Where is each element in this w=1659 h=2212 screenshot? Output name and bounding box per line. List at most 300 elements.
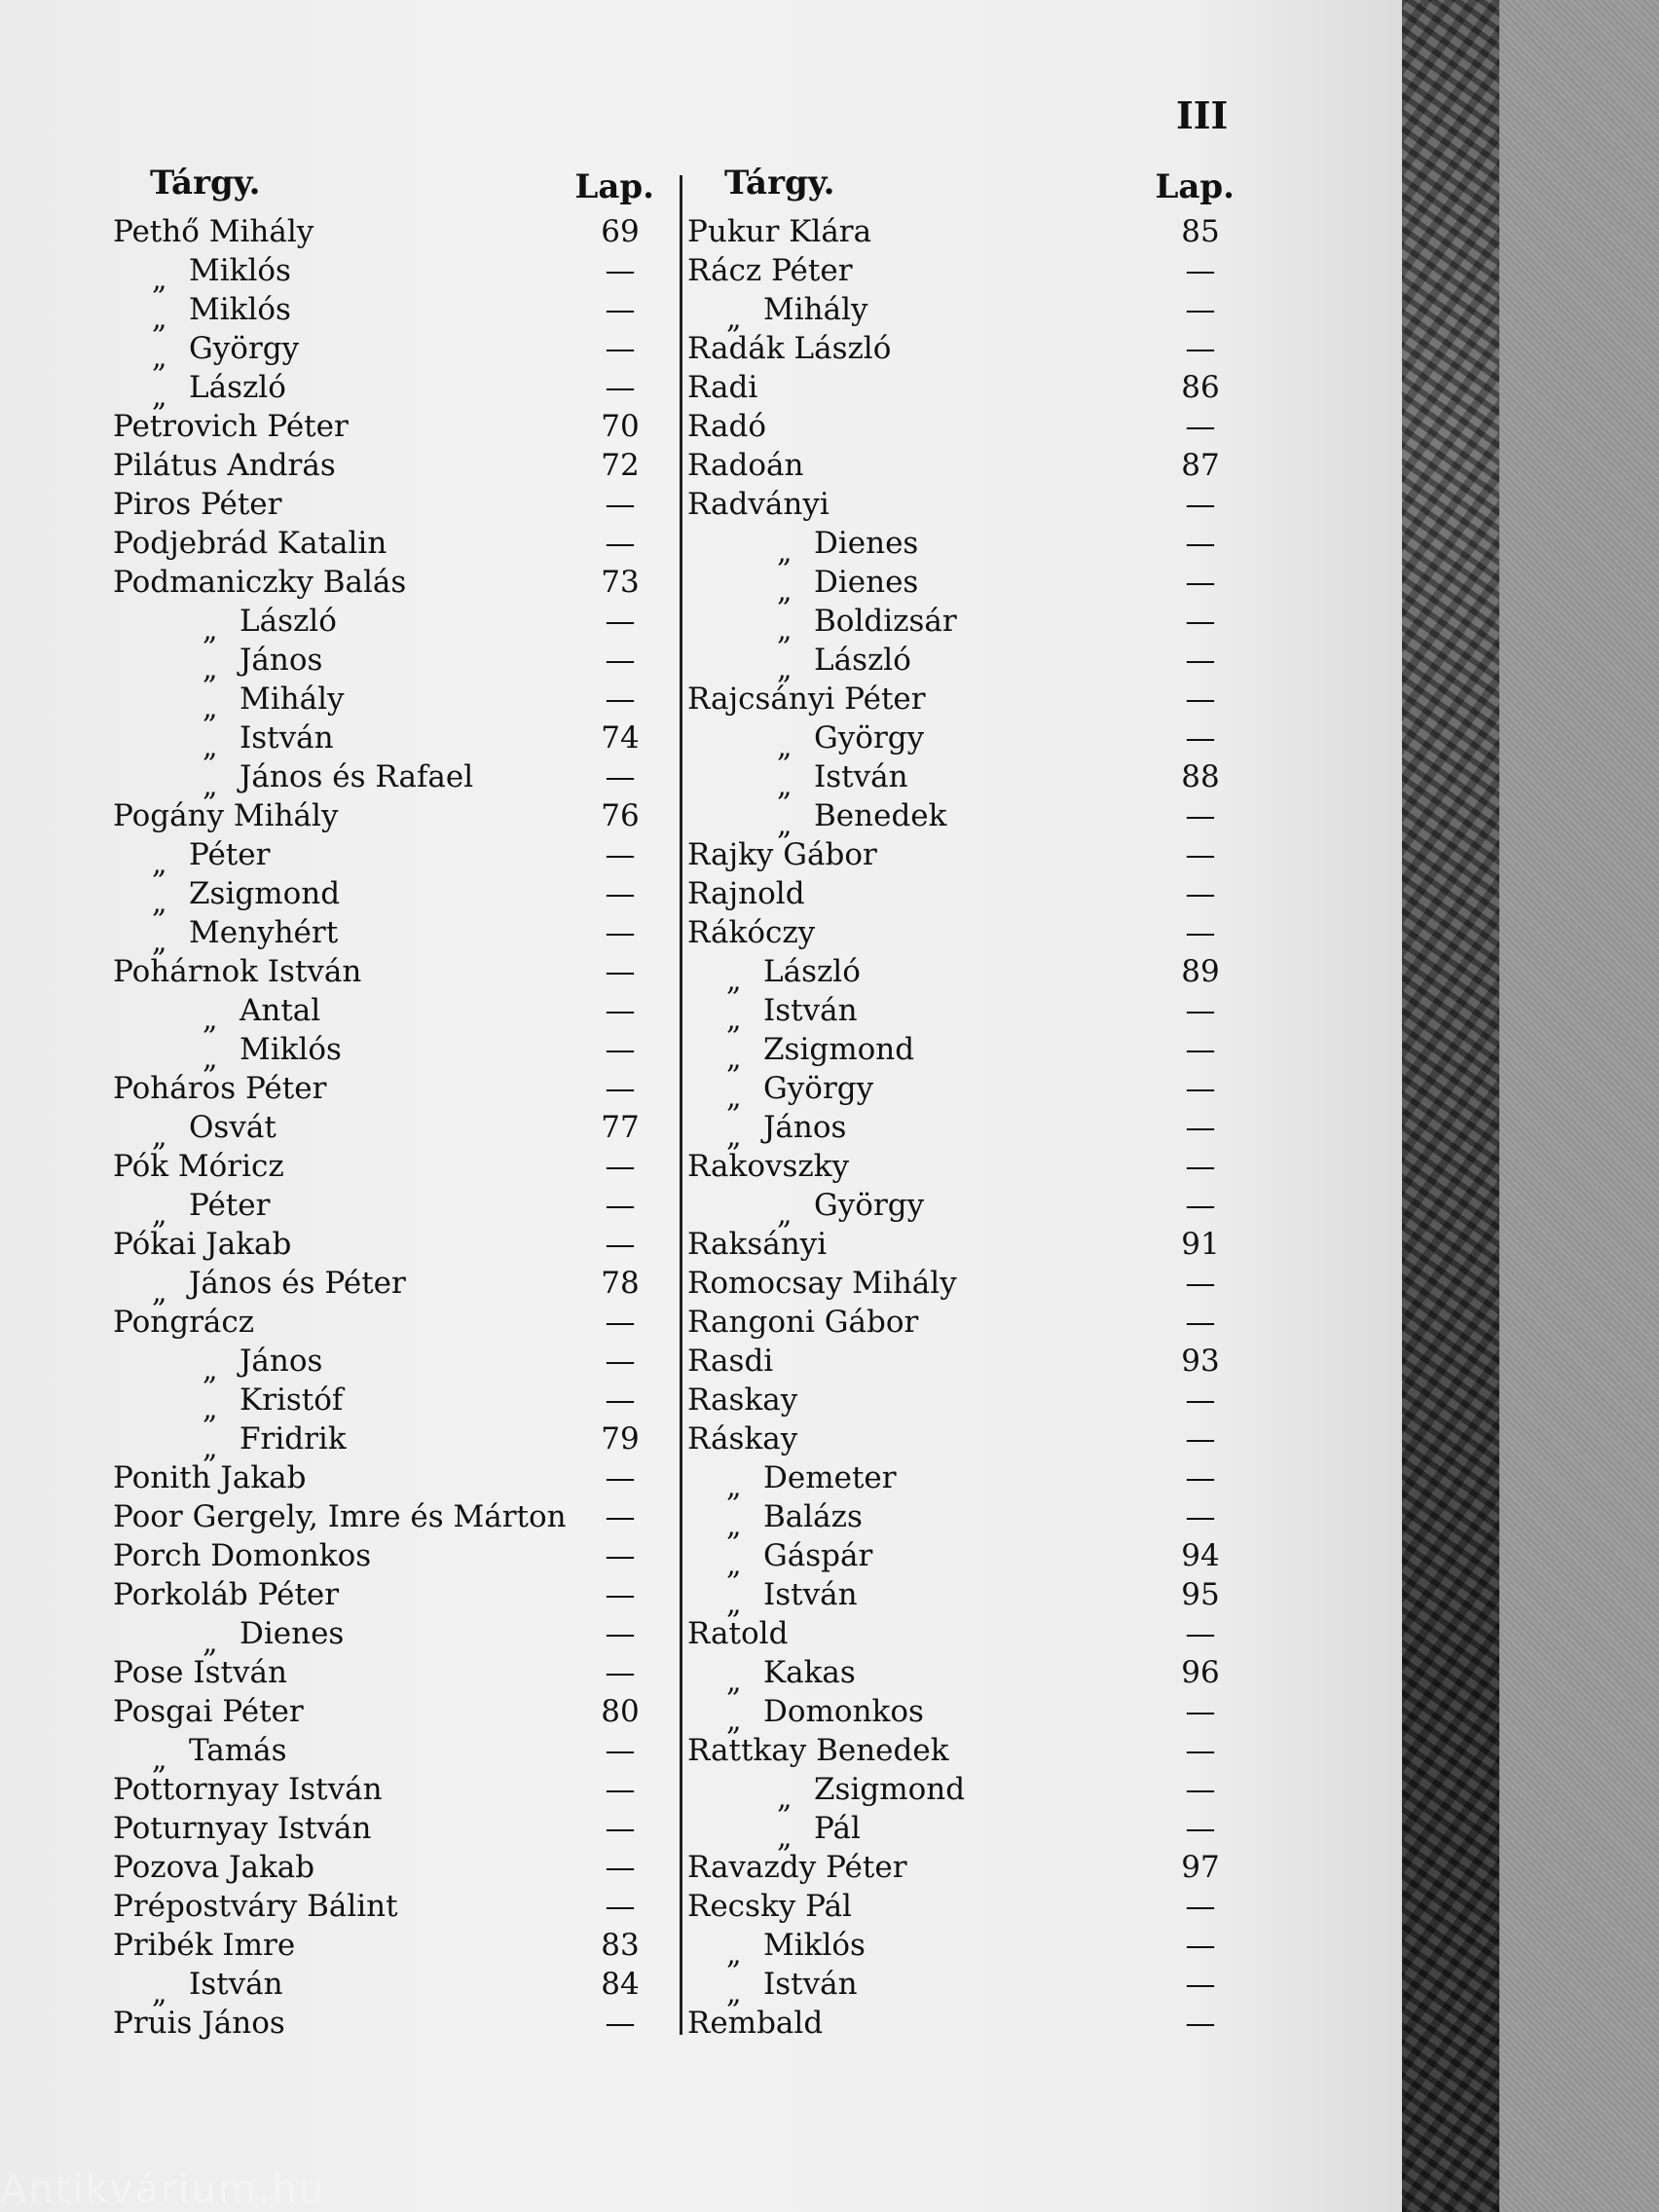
index-entry — [113, 1342, 654, 1387]
ditto-mark: „ — [203, 691, 218, 725]
index-entry — [113, 874, 654, 920]
entry-page: — — [1185, 1616, 1216, 1651]
index-entry — [113, 1770, 654, 1809]
ditto-mark: „ — [203, 613, 218, 647]
entry-name: Pribék Imre — [113, 1928, 296, 1963]
entry-page: — — [605, 1227, 636, 1262]
index-entry — [113, 1147, 654, 1186]
index-entry — [113, 485, 654, 524]
index-entry — [113, 1887, 654, 1926]
entry-name: Ponith Jakab — [113, 1460, 307, 1495]
entry-name: Rajky Gábor — [687, 837, 877, 872]
entry-name: István — [763, 1967, 858, 2002]
entry-page: 78 — [601, 1266, 640, 1301]
entry-page: — — [605, 1382, 636, 1418]
entry-name: Balázs — [763, 1499, 863, 1534]
entry-page: — — [1185, 1460, 1216, 1495]
entry-name: Kakas — [763, 1655, 856, 1690]
entry-page: — — [605, 915, 636, 950]
entry-name: Pál — [814, 1811, 861, 1846]
index-entry — [113, 446, 654, 485]
entry-name: László — [240, 604, 337, 639]
entry-page: — — [605, 1811, 636, 1846]
index-entry — [687, 1030, 1235, 1076]
entry-name: Rajnold — [687, 876, 805, 911]
index-entry — [113, 796, 654, 835]
entry-page: 96 — [1181, 1655, 1220, 1690]
entry-name: Miklós — [240, 1032, 342, 1067]
index-entry — [687, 952, 1235, 998]
index-entry — [113, 2004, 654, 2043]
ditto-mark: „ — [726, 1976, 742, 2010]
entry-page: — — [1185, 409, 1216, 444]
entry-name: Raskay — [687, 1382, 798, 1418]
entry-page: 88 — [1181, 759, 1220, 794]
entry-page: — — [1185, 487, 1216, 522]
entry-name: László — [763, 954, 861, 989]
index-entry — [687, 1653, 1235, 1699]
entry-page: — — [1185, 1772, 1216, 1807]
entry-name: István — [814, 759, 908, 794]
index-entry — [687, 913, 1235, 952]
entry-page: — — [1185, 253, 1216, 288]
ditto-mark: „ — [726, 1509, 742, 1543]
entry-name: Pókai Jakab — [113, 1227, 292, 1262]
index-column-right — [687, 164, 1235, 2043]
entry-page: — — [605, 331, 636, 366]
index-entry — [113, 952, 654, 991]
entry-name: Domonkos — [763, 1694, 924, 1729]
entry-name: Recsky Pál — [687, 1889, 852, 1924]
entry-name: János és Péter — [189, 1266, 406, 1301]
entry-name: Pohárnok István — [113, 954, 362, 989]
ditto-mark: „ — [152, 1976, 167, 2010]
index-entry — [113, 1575, 654, 1614]
ditto-mark: „ — [726, 1120, 742, 1154]
index-entry — [687, 1458, 1235, 1504]
index-entry — [687, 368, 1235, 407]
index-entry — [687, 1731, 1235, 1770]
entry-page: — — [1185, 682, 1216, 717]
entry-page: 87 — [1181, 448, 1220, 483]
entry-name: Demeter — [763, 1460, 897, 1495]
index-entry — [113, 212, 654, 251]
entry-page: — — [605, 604, 636, 639]
entry-page: 72 — [601, 448, 640, 483]
index-entry — [687, 1770, 1235, 1816]
entry-page: — — [605, 682, 636, 717]
entry-name: Romocsay Mihály — [687, 1266, 957, 1301]
index-entry — [687, 641, 1235, 686]
index-entry — [113, 1809, 654, 1848]
ditto-mark: „ — [152, 1120, 167, 1154]
ditto-mark: „ — [777, 1782, 793, 1816]
book-board — [1499, 0, 1659, 2212]
index-entry — [113, 1030, 654, 1076]
entry-name: Radó — [687, 409, 767, 444]
ditto-mark: „ — [152, 925, 167, 959]
ditto-mark: „ — [203, 1353, 218, 1387]
entry-page: — — [605, 526, 636, 561]
entry-name: Péter — [189, 1188, 271, 1223]
column-header — [687, 164, 1235, 212]
index-entry — [687, 1264, 1235, 1303]
ditto-mark: „ — [152, 1743, 167, 1777]
entry-name: János — [763, 1110, 847, 1145]
index-entry — [113, 1264, 654, 1309]
index-entry — [687, 1147, 1235, 1186]
index-entry — [687, 719, 1235, 764]
index-entry — [687, 251, 1235, 290]
marbled-cover-edge — [1402, 0, 1499, 2212]
entry-page: — — [1185, 1032, 1216, 1067]
index-entry — [687, 757, 1235, 803]
index-entry — [113, 1926, 654, 1965]
index-entry — [687, 1536, 1235, 1582]
watermark: Antikvárium.hu — [0, 2167, 326, 2212]
entry-name: Mihály — [240, 682, 345, 717]
entry-page: — — [1185, 1733, 1216, 1768]
index-entry — [687, 2004, 1235, 2043]
entry-name: Dienes — [814, 526, 919, 561]
index-entry — [113, 1381, 654, 1426]
entry-name: Kristóf — [240, 1382, 344, 1418]
entry-name: Radák László — [687, 331, 892, 366]
entry-page: — — [1185, 1188, 1216, 1223]
ditto-mark: „ — [726, 302, 742, 336]
ditto-mark: „ — [203, 1003, 218, 1037]
ditto-mark: „ — [777, 730, 793, 764]
entry-name: Zsigmond — [763, 1032, 915, 1067]
entry-name: Poháros Péter — [113, 1071, 327, 1106]
index-entry — [687, 1926, 1235, 1972]
entry-name: Antal — [240, 993, 321, 1028]
entry-page: — — [1185, 1811, 1216, 1846]
entry-page: — — [605, 1850, 636, 1885]
index-entry — [687, 563, 1235, 608]
ditto-mark: „ — [152, 1275, 167, 1309]
entry-name: Raksányi — [687, 1227, 828, 1262]
entry-page: 73 — [601, 565, 640, 600]
index-entry — [113, 563, 654, 602]
entry-page: — — [1185, 565, 1216, 600]
ditto-mark: „ — [726, 1003, 742, 1037]
entry-name: Porkoláb Péter — [113, 1577, 340, 1612]
index-entry — [687, 212, 1235, 251]
entry-name: János és Rafael — [240, 759, 474, 794]
ditto-mark: „ — [152, 847, 167, 881]
index-entry — [113, 913, 654, 959]
index-entry — [113, 1069, 654, 1108]
entry-page: 80 — [601, 1694, 640, 1729]
index-entry — [687, 835, 1235, 874]
entry-page: — — [1185, 1421, 1216, 1456]
entry-name: György — [763, 1071, 874, 1106]
column-divider — [680, 175, 682, 2035]
entry-name: György — [189, 331, 300, 366]
entry-name: Podmaniczky Balás — [113, 565, 407, 600]
entry-page: — — [1185, 526, 1216, 561]
ditto-mark: „ — [152, 380, 167, 414]
index-entry — [113, 1225, 654, 1264]
index-entry — [113, 290, 654, 336]
index-entry — [687, 1575, 1235, 1621]
entry-name: Mihály — [763, 292, 868, 327]
index-entry — [113, 1497, 654, 1536]
entry-page: 69 — [601, 214, 640, 249]
ditto-mark: „ — [726, 1665, 742, 1699]
index-rows-left — [113, 212, 654, 2043]
entry-name: Rasdi — [687, 1344, 774, 1379]
entry-name: Fridrik — [240, 1421, 347, 1456]
ditto-mark: „ — [777, 535, 793, 570]
entry-name: Prépostváry Bálint — [113, 1889, 398, 1924]
entry-name: Rajcsányi Péter — [687, 682, 926, 717]
index-rows-right — [687, 212, 1235, 2043]
ditto-mark: „ — [203, 1626, 218, 1660]
entry-name: István — [189, 1967, 283, 2002]
entry-page: 74 — [601, 720, 640, 756]
entry-page: 91 — [1181, 1227, 1220, 1262]
entry-name: Pozova Jakab — [113, 1850, 315, 1885]
index-entry — [113, 1692, 654, 1731]
entry-name: Rembald — [687, 2006, 824, 2041]
index-entry — [687, 796, 1235, 842]
entry-page: — — [1185, 1499, 1216, 1534]
entry-name: Piros Péter — [113, 487, 282, 522]
index-entry — [687, 1692, 1235, 1738]
entry-page: — — [1185, 1967, 1216, 2002]
entry-name: Boldizsár — [814, 604, 957, 639]
entry-name: Pogány Mihály — [113, 798, 339, 833]
entry-name: Zsigmond — [189, 876, 341, 911]
entry-page: — — [1185, 1305, 1216, 1340]
entry-page: — — [605, 876, 636, 911]
entry-name: Pók Móricz — [113, 1149, 284, 1184]
index-entry — [687, 1069, 1235, 1115]
ditto-mark: „ — [203, 1431, 218, 1465]
index-entry — [687, 329, 1235, 368]
entry-page: — — [605, 1344, 636, 1379]
entry-page: 97 — [1181, 1850, 1220, 1885]
entry-page: — — [605, 954, 636, 989]
entry-page: — — [605, 759, 636, 794]
entry-name: György — [814, 720, 925, 756]
entry-name: Zsigmond — [814, 1772, 966, 1807]
index-entry — [687, 1419, 1235, 1458]
ditto-mark: „ — [152, 341, 167, 375]
entry-name: László — [814, 643, 911, 678]
page-number: III — [1176, 93, 1229, 137]
ditto-mark: „ — [203, 652, 218, 686]
ditto-mark: „ — [726, 1042, 742, 1076]
entry-page: — — [1185, 993, 1216, 1028]
index-entry — [687, 602, 1235, 647]
entry-page: — — [1185, 1928, 1216, 1963]
entry-page: — — [605, 643, 636, 678]
ditto-mark: „ — [777, 808, 793, 842]
entry-page: — — [1185, 1889, 1216, 1924]
index-entry — [687, 1809, 1235, 1855]
entry-name: István — [763, 993, 858, 1028]
index-entry — [113, 368, 654, 414]
entry-page: — — [1185, 798, 1216, 833]
entry-page: — — [605, 1889, 636, 1924]
entry-page: — — [1185, 915, 1216, 950]
index-entry — [113, 407, 654, 446]
entry-name: Dienes — [240, 1616, 345, 1651]
entry-name: Poturnyay István — [113, 1811, 372, 1846]
entry-name: Rattkay Benedek — [687, 1733, 949, 1768]
entry-name: János — [240, 643, 323, 678]
entry-page: — — [1185, 2006, 1216, 2041]
entry-page: — — [1185, 331, 1216, 366]
entry-page: — — [605, 1188, 636, 1223]
entry-page: — — [1185, 292, 1216, 327]
entry-name: Pilátus András — [113, 448, 336, 483]
entry-page: — — [605, 1305, 636, 1340]
entry-page: — — [605, 1655, 636, 1690]
entry-page: 70 — [601, 409, 640, 444]
entry-name: Pongrácz — [113, 1305, 255, 1340]
ditto-mark: „ — [152, 302, 167, 336]
entry-name: Rangoni Gábor — [687, 1305, 919, 1340]
entry-page: — — [605, 370, 636, 405]
entry-page: 94 — [1181, 1538, 1220, 1573]
index-entry — [113, 1419, 654, 1465]
index-entry — [113, 1848, 654, 1887]
ditto-mark: „ — [777, 652, 793, 686]
entry-name: Dienes — [814, 565, 919, 600]
entry-page: 79 — [601, 1421, 640, 1456]
ditto-mark: „ — [152, 263, 167, 297]
entry-page: — — [605, 1032, 636, 1067]
index-entry — [113, 1303, 654, 1342]
entry-page: — — [605, 1733, 636, 1768]
entry-page: — — [1185, 1071, 1216, 1106]
ditto-mark: „ — [726, 1587, 742, 1621]
index-entry — [687, 1342, 1235, 1381]
index-entry — [687, 1965, 1235, 2010]
index-entry — [113, 1458, 654, 1497]
entry-name: Miklós — [763, 1928, 866, 1963]
ditto-mark: „ — [726, 1470, 742, 1504]
entry-name: Ravazdy Péter — [687, 1850, 907, 1885]
entry-page: — — [605, 253, 636, 288]
entry-page: — — [1185, 1110, 1216, 1145]
entry-page: — — [605, 1460, 636, 1495]
ditto-mark: „ — [203, 769, 218, 803]
entry-page: — — [1185, 604, 1216, 639]
entry-page: — — [605, 1071, 636, 1106]
entry-page: 84 — [601, 1967, 640, 2002]
index-entry — [687, 874, 1235, 913]
entry-page: — — [1185, 720, 1216, 756]
index-entry — [687, 1848, 1235, 1887]
entry-page: — — [1185, 1694, 1216, 1729]
index-entry — [113, 641, 654, 686]
entry-name: Ratold — [687, 1616, 789, 1651]
entry-name: Petrovich Péter — [113, 409, 349, 444]
ditto-mark: „ — [203, 730, 218, 764]
entry-name: Rakovszky — [687, 1149, 850, 1184]
entry-name: Posgai Péter — [113, 1694, 304, 1729]
index-entry — [687, 1497, 1235, 1543]
entry-name: Ráskay — [687, 1421, 798, 1456]
entry-name: László — [189, 370, 286, 405]
entry-page: 86 — [1181, 370, 1220, 405]
index-entry — [687, 485, 1235, 524]
entry-page: — — [605, 1772, 636, 1807]
ditto-mark: „ — [777, 574, 793, 608]
entry-page: — — [605, 1149, 636, 1184]
entry-name: Radványi — [687, 487, 830, 522]
ditto-mark: „ — [203, 1042, 218, 1076]
index-entry — [687, 290, 1235, 336]
entry-page: — — [605, 2006, 636, 2041]
index-entry — [113, 251, 654, 297]
index-entry — [113, 719, 654, 764]
entry-page: — — [605, 837, 636, 872]
entry-page: — — [1185, 876, 1216, 911]
index-entry — [687, 1303, 1235, 1342]
entry-name: Porch Domonkos — [113, 1538, 372, 1573]
index-entry — [113, 680, 654, 725]
ditto-mark: „ — [777, 1198, 793, 1232]
ditto-mark: „ — [726, 1937, 742, 1972]
entry-page: 95 — [1181, 1577, 1220, 1612]
index-entry — [687, 1614, 1235, 1653]
entry-name: Rácz Péter — [687, 253, 853, 288]
index-entry — [687, 446, 1235, 485]
entry-name: Miklós — [189, 253, 291, 288]
index-entry — [687, 1225, 1235, 1264]
index-entry — [687, 1108, 1235, 1154]
entry-name: Pose István — [113, 1655, 287, 1690]
index-entry — [113, 524, 654, 563]
entry-page: 89 — [1181, 954, 1220, 989]
entry-page: — — [1185, 643, 1216, 678]
entry-name: Pottornyay István — [113, 1772, 383, 1807]
entry-name: Gáspár — [763, 1538, 873, 1573]
index-entry — [113, 835, 654, 881]
entry-page: — — [1185, 1149, 1216, 1184]
ditto-mark: „ — [777, 613, 793, 647]
index-entry — [113, 1965, 654, 2010]
ditto-mark: „ — [152, 886, 167, 920]
entry-page: 83 — [601, 1928, 640, 1963]
subject-header: Tárgy. — [724, 164, 835, 203]
entry-name: Pethő Mihály — [113, 214, 314, 249]
index-entry — [113, 991, 654, 1037]
entry-page: — — [605, 292, 636, 327]
index-entry — [113, 329, 654, 375]
entry-name: István — [763, 1577, 858, 1612]
entry-name: Radoán — [687, 448, 804, 483]
ditto-mark: „ — [152, 1198, 167, 1232]
entry-name: Benedek — [814, 798, 947, 833]
entry-name: Osvát — [189, 1110, 276, 1145]
entry-page: — — [605, 1538, 636, 1573]
entry-page: 77 — [601, 1110, 640, 1145]
entry-name: János — [240, 1344, 323, 1379]
index-column-left — [113, 164, 654, 2043]
entry-page: — — [605, 487, 636, 522]
entry-name: Pruis János — [113, 2006, 285, 2041]
entry-page: — — [1185, 1382, 1216, 1418]
entry-name: Rákóczy — [687, 915, 816, 950]
entry-name: István — [240, 720, 334, 756]
